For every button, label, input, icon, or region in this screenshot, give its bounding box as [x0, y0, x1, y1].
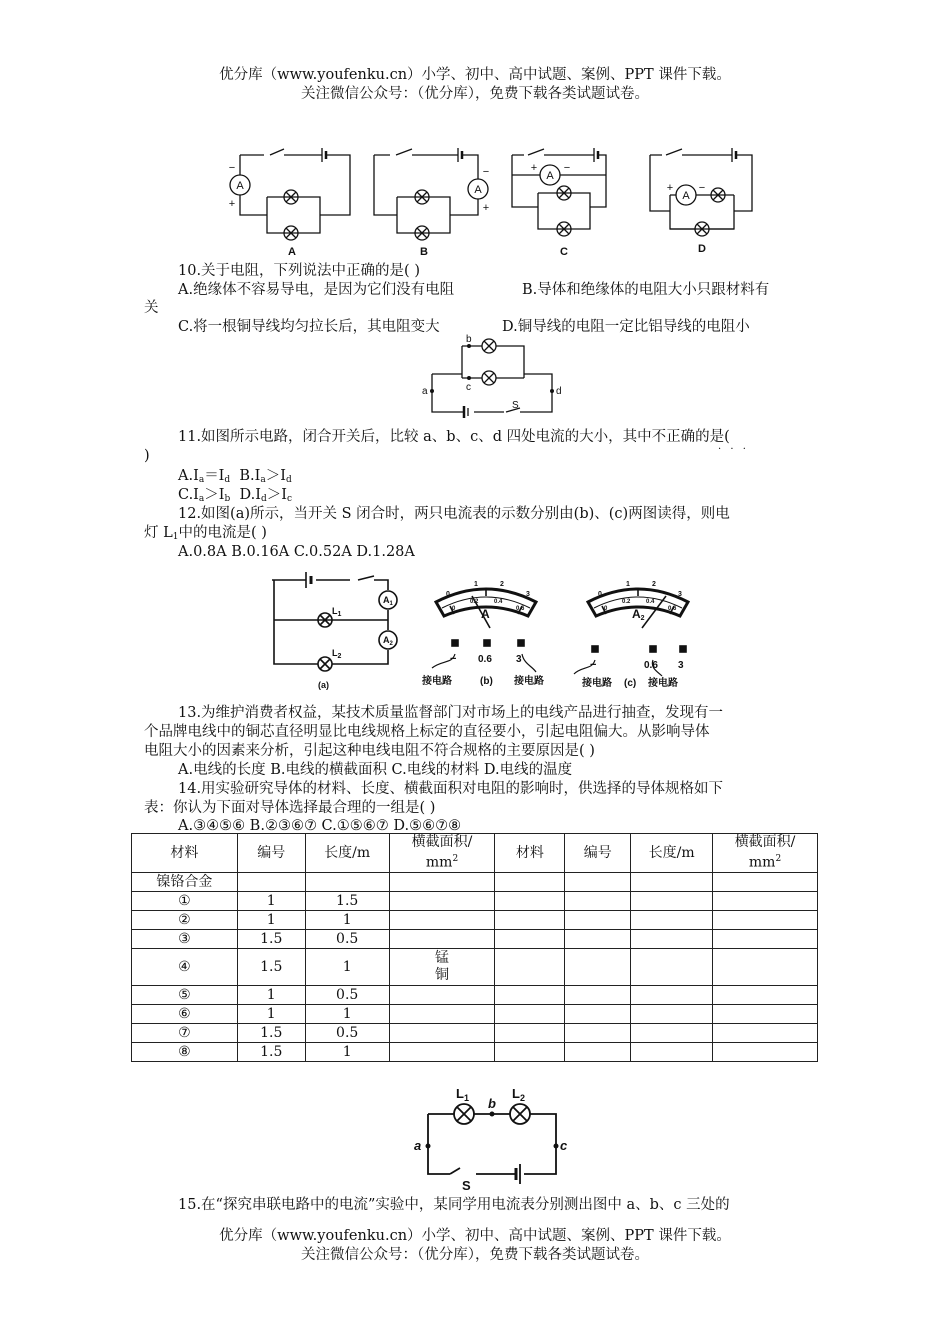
table-cell: 锰 铜	[389, 949, 495, 986]
table-cell	[305, 873, 389, 892]
table-cell: 镍铬合金	[132, 873, 238, 892]
q12-stem: 12.如图(a)所示，当开关 S 闭合时，两只电流表的示数分别由(b)、(c)两图读得，则电	[178, 506, 730, 522]
ammeter-a1-label: A	[383, 595, 390, 605]
header-number: 编号	[237, 834, 305, 873]
meter-c-sub-0: 0	[604, 606, 608, 612]
q11-options-ab: $A.I_a=I_d$ $B.I_a>I_d$	[178, 468, 292, 485]
circuit-label-b: B	[420, 246, 428, 258]
l2-sub: 2	[519, 1093, 525, 1103]
table-cell	[389, 892, 495, 911]
table-cell: 1	[237, 911, 305, 930]
meter-c-sub-1: 0.2	[622, 599, 631, 605]
meter-b-sub-0: 0	[452, 606, 456, 612]
table-cell: 1	[305, 911, 389, 930]
terminal-minus: −	[228, 162, 236, 174]
page-footer-line1: 优分库（www.youfenku.cn）小学、初中、高中试题、案例、PPT 课件下载。	[219, 1228, 731, 1244]
terminal-plus: +	[228, 198, 236, 210]
terminal-minus: −	[450, 653, 457, 665]
point-b-label: b	[466, 334, 472, 345]
l2-label: L	[332, 648, 338, 658]
table-cell: 1	[237, 1005, 305, 1024]
l2-sub: 2	[337, 653, 342, 660]
table-row	[132, 873, 818, 892]
meter-b-unit: A	[481, 607, 490, 621]
table-cell: ⑦	[132, 1024, 238, 1043]
table-cell	[565, 949, 631, 986]
meter-b-tick-2: 2	[500, 581, 504, 588]
point-b-label: b	[488, 1096, 496, 1111]
circuit-label-c: C	[560, 246, 568, 258]
meter-c-tick-0: 0	[598, 591, 602, 598]
table-cell	[565, 892, 631, 911]
table-cell: ②	[132, 911, 238, 930]
table-cell	[713, 1024, 818, 1043]
header-number: 编号	[565, 834, 631, 873]
terminal-minus: −	[482, 166, 490, 178]
q11-stem: 11.如图所示电路，闭合开关后，比较 a、b、c、d 四处电流的大小，其中不正确的是(	[178, 429, 730, 445]
q10-option-d: D.铜导线的电阻一定比铝导线的电阻小	[502, 319, 750, 335]
meter-c-sub-2: 0.4	[646, 599, 655, 605]
header-area: 横截面积/ $mm^2$	[713, 834, 818, 873]
q10-option-a: A.绝缘体不容易导电，是因为它们没有电阻	[178, 282, 455, 298]
table-cell	[495, 930, 565, 949]
table-cell	[565, 930, 631, 949]
q10-stem: 10.关于电阻，下列说法中正确的是( )	[178, 263, 420, 279]
table-cell: ①	[132, 892, 238, 911]
table-cell	[389, 1043, 495, 1062]
connect-label: 接电路	[582, 678, 612, 689]
terminal-plus: +	[482, 202, 490, 214]
q13-options: A.电线的长度 B.电线的横截面积 C.电线的材料 D.电线的温度	[178, 762, 573, 778]
table-cell: 1.5	[305, 892, 389, 911]
svg-text:A1	[383, 595, 394, 607]
table-row	[132, 930, 818, 949]
l1-sub: 1	[463, 1093, 469, 1103]
fig-label-b: (b)	[480, 676, 493, 687]
table-cell	[495, 892, 565, 911]
q12-options: A.0.8A B.0.16A C.0.52A D.1.28A	[178, 544, 415, 560]
terminal-3: 3	[678, 660, 684, 671]
table-cell	[631, 930, 713, 949]
table-cell: ⑥	[132, 1005, 238, 1024]
table-cell	[631, 1024, 713, 1043]
table-cell	[713, 892, 818, 911]
svg-text:A2	[383, 635, 394, 647]
terminal-plus: +	[666, 182, 674, 194]
q13-line1: 13.为维护消费者权益，某技术质量监督部门对市场上的电线产品进行抽查，发现有一	[178, 705, 724, 721]
table-cell	[713, 1043, 818, 1062]
ammeter-a2-label: A	[383, 635, 390, 645]
table-cell: 1.5	[237, 1024, 305, 1043]
table-cell	[565, 986, 631, 1005]
table-cell: 1	[305, 1005, 389, 1024]
table-header-row	[132, 834, 818, 873]
table-cell	[713, 873, 818, 892]
table-row	[132, 949, 818, 986]
point-c-label: c	[560, 1138, 568, 1153]
l1-sub: 1	[337, 611, 342, 618]
circuit-label-a: A	[288, 246, 296, 258]
meter-b-sub-3: 0.6	[516, 606, 525, 612]
table-row	[132, 1024, 818, 1043]
table-cell	[565, 1043, 631, 1062]
table-cell	[495, 1024, 565, 1043]
table-cell	[389, 873, 495, 892]
connect-label: 接电路	[422, 676, 452, 687]
table-cell	[565, 873, 631, 892]
meter-c-unit: A	[632, 607, 641, 621]
meter-b-tick-3: 3	[526, 591, 530, 598]
table-cell: ④	[132, 949, 238, 986]
table-cell: 1.5	[237, 949, 305, 986]
meter-b-sub-1: 0.2	[470, 599, 479, 605]
table-cell	[495, 1005, 565, 1024]
terminal-3: 3	[516, 654, 522, 665]
svg-text:L2	[512, 1086, 525, 1103]
ammeter-symbol: A	[546, 170, 554, 182]
table-cell	[713, 1005, 818, 1024]
header-material: 材料	[495, 834, 565, 873]
terminal-minus: −	[563, 162, 571, 174]
svg-text:L2	[332, 648, 342, 660]
q9-circuit-figure	[222, 145, 762, 260]
meter-b-sub-2: 0.4	[494, 599, 503, 605]
q12-stem-2: 灯 $L_1$中的电流是( )	[144, 525, 267, 542]
connect-label: 接电路	[648, 678, 678, 689]
terminal-plus: +	[530, 162, 538, 174]
point-c-label: c	[466, 382, 471, 393]
connect-label: 接电路	[514, 676, 544, 687]
page-header-line1: 优分库（www.youfenku.cn）小学、初中、高中试题、案例、PPT 课件下载。	[219, 67, 731, 83]
terminal-06: 0.6	[478, 654, 492, 665]
circuit-label-d: D	[698, 243, 706, 255]
l1-label: L	[456, 1086, 464, 1101]
switch-s-label: S	[462, 1178, 471, 1193]
q14-options: A.③④⑤⑥ B.②③⑥⑦ C.①⑤⑥⑦ D.⑤⑥⑦⑧	[178, 818, 462, 834]
table-cell: 1	[305, 1043, 389, 1062]
table-cell	[389, 986, 495, 1005]
table-row	[132, 1005, 818, 1024]
table-cell	[495, 949, 565, 986]
emphasis-dots: · · ·	[718, 444, 749, 455]
q11-stem-cont: )	[144, 448, 150, 464]
table-cell	[495, 1043, 565, 1062]
meter-b-tick-0: 0	[446, 591, 450, 598]
table-cell: 0.5	[305, 1024, 389, 1043]
svg-text:A2	[632, 607, 645, 622]
svg-text:L1	[456, 1086, 469, 1103]
terminal-minus: −	[590, 659, 597, 671]
table-cell	[389, 930, 495, 949]
table-row	[132, 911, 818, 930]
table-cell: 1	[305, 949, 389, 986]
table-row	[132, 1043, 818, 1062]
q11-circuit-figure	[424, 336, 564, 422]
q13-line2: 个品牌电线中的铜芯直径明显比电线规格上标定的直径要小，引起电阻偏大。从影响导体	[144, 724, 710, 740]
q15-stem: 15.在“探究串联电路中的电流”实验中，某同学用电流表分别测出图中 a、b、c 三处的	[178, 1197, 730, 1213]
table-row	[132, 892, 818, 911]
ammeter-a2-sub: 2	[389, 641, 393, 647]
header-area: 横截面积/ $mm^2$	[389, 834, 495, 873]
table-cell	[565, 911, 631, 930]
table-cell	[389, 1005, 495, 1024]
ammeter-a1-sub: 1	[389, 601, 393, 607]
table-cell	[631, 911, 713, 930]
table-cell	[495, 873, 565, 892]
ammeter-symbol: A	[236, 180, 244, 192]
meter-c-tick-1: 1	[626, 581, 630, 588]
table-cell: 1.5	[237, 930, 305, 949]
header-length: 长度/m	[631, 834, 713, 873]
table-cell	[495, 911, 565, 930]
ammeter-symbol: A	[474, 184, 482, 196]
table-cell	[713, 930, 818, 949]
q11-options-cd: $C.I_a>I_b$ $D.I_d>I_c$	[178, 487, 293, 504]
table-cell: 1	[237, 892, 305, 911]
table-cell	[713, 949, 818, 986]
q10-option-b: B.导体和绝缘体的电阻大小只跟材料有	[522, 282, 770, 298]
fig-label-c: (c)	[624, 678, 637, 689]
q10-option-b-cont: 关	[144, 300, 159, 316]
table-cell	[631, 986, 713, 1005]
table-cell: 0.5	[305, 930, 389, 949]
table-cell: ⑧	[132, 1043, 238, 1062]
table-cell	[237, 873, 305, 892]
q12-figure	[266, 568, 706, 690]
table-cell	[565, 1024, 631, 1043]
switch-s-label: S	[512, 400, 519, 411]
q14-line2: 表：你认为下面对导体选择最合理的一组是( )	[144, 800, 436, 816]
table-cell	[389, 911, 495, 930]
header-material: 材料	[132, 834, 238, 873]
meter-c-tick-3: 3	[678, 591, 682, 598]
ammeter-symbol: A	[682, 190, 690, 202]
q13-line3: 电阻大小的因素来分析，引起这种电线电阻不符合规格的主要原因是( )	[144, 743, 595, 759]
table-cell: ⑤	[132, 986, 238, 1005]
table-cell: 1	[237, 986, 305, 1005]
q15-circuit-figure	[412, 1086, 572, 1193]
table-cell	[631, 892, 713, 911]
l2-label: L	[512, 1086, 520, 1101]
table-row	[132, 986, 818, 1005]
table-cell	[631, 1043, 713, 1062]
meter-c-tick-2: 2	[652, 581, 656, 588]
header-length: 长度/m	[305, 834, 389, 873]
table-cell	[565, 1005, 631, 1024]
q14-line1: 14.用实验研究导体的材料、长度、横截面积对电阻的影响时，供选择的导体规格如下	[178, 781, 724, 797]
meter-c-sub-3: 0.6	[668, 606, 677, 612]
table-cell: ③	[132, 930, 238, 949]
table-cell	[631, 949, 713, 986]
l1-label: L	[332, 606, 338, 616]
point-a-label: a	[414, 1138, 422, 1153]
table-cell	[713, 911, 818, 930]
table-cell	[631, 1005, 713, 1024]
page-header-line2: 关注微信公众号：（优分库），免费下载各类试题试卷。	[301, 86, 649, 102]
meter-c-unit-sub: 2	[640, 615, 645, 622]
meter-b-tick-1: 1	[474, 581, 478, 588]
table-cell	[631, 873, 713, 892]
q10-option-c: C.将一根铜导线均匀拉长后，其电阻变大	[178, 319, 440, 335]
table-cell: 1.5	[237, 1043, 305, 1062]
point-a-label: a	[422, 386, 428, 397]
table-cell	[713, 986, 818, 1005]
svg-text:L1	[332, 606, 342, 618]
table-cell	[495, 986, 565, 1005]
conductor-spec-table	[131, 833, 818, 1062]
table-cell: 0.5	[305, 986, 389, 1005]
table-cell	[389, 1024, 495, 1043]
fig-label-a: (a)	[318, 680, 329, 690]
terminal-06: 0.6	[644, 660, 658, 671]
page-footer-line2: 关注微信公众号：（优分库），免费下载各类试题试卷。	[301, 1247, 649, 1263]
terminal-minus: −	[698, 182, 706, 194]
point-d-label: d	[556, 386, 562, 397]
